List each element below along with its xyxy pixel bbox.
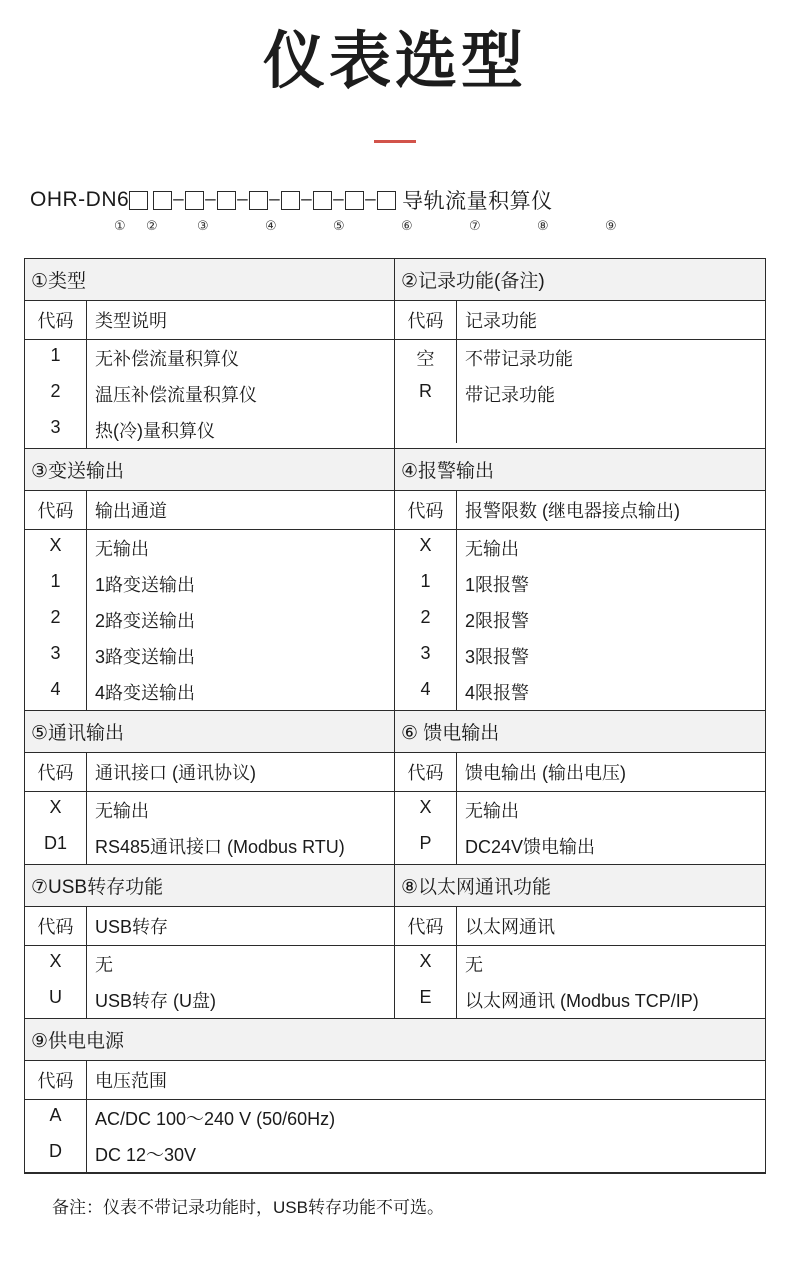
model-dash-4: – (269, 189, 281, 211)
column-header-desc: 电压范围 (95, 1071, 167, 1092)
row-desc: DC 12～30V (95, 1145, 197, 1166)
section-type (25, 259, 395, 448)
model-slot-8[interactable] (345, 191, 364, 210)
section-rows (25, 946, 394, 1018)
section-heading: ①类型 (25, 259, 394, 301)
footnote: 备注：仪表不带记录功能时，USB转存功能不可选。 (52, 1198, 444, 1218)
section-heading: ③变送输出 (25, 449, 394, 491)
table-row[interactable] (395, 602, 765, 638)
selection-table (24, 258, 766, 1174)
section-heading: ⑥ 馈电输出 (395, 711, 765, 753)
row-desc: 带记录功能 (465, 385, 555, 406)
row-desc: DC24V馈电输出 (465, 837, 596, 858)
row-code: 1 (25, 566, 87, 602)
model-dash-2: – (205, 189, 217, 211)
model-dash-7: – (365, 189, 377, 211)
row-desc: 1路变送输出 (95, 575, 196, 596)
column-header-code: 代码 (25, 301, 87, 339)
table-row[interactable] (395, 982, 765, 1018)
row-desc: RS485通讯接口 (Modbus RTU) (95, 837, 345, 858)
table-row[interactable] (25, 566, 394, 602)
table-row[interactable] (395, 946, 765, 982)
column-header-desc: 馈电输出 (输出电压) (465, 763, 626, 784)
table-band-2 (25, 449, 765, 711)
section-column-headers (25, 907, 394, 946)
row-desc: 1限报警 (465, 575, 530, 596)
row-code: 4 (395, 674, 457, 710)
section-heading: ⑧以太网通讯功能 (395, 865, 765, 907)
column-header-desc: USB转存 (95, 917, 169, 938)
model-prefix: OHR-DN6 (30, 188, 130, 212)
section-column-headers (395, 907, 765, 946)
row-code: X (395, 530, 457, 566)
section-rows (395, 946, 765, 1018)
page-title-text: 仪表选型 (262, 27, 527, 96)
row-desc: 3路变送输出 (95, 647, 196, 668)
row-code: 空 (395, 340, 457, 376)
row-code: X (395, 946, 457, 982)
table-row[interactable] (395, 530, 765, 566)
section-rows (395, 530, 765, 710)
section-transmit-output (25, 449, 395, 710)
row-desc: 无 (465, 955, 483, 976)
section-column-headers (25, 301, 394, 340)
marker-7: ⑦ (469, 218, 481, 234)
section-heading: ⑨供电电源 (25, 1019, 765, 1061)
section-heading: ②记录功能(备注) (395, 259, 765, 301)
section-rows (25, 530, 394, 710)
row-code: 3 (395, 638, 457, 674)
row-desc: 2限报警 (465, 611, 530, 632)
section-usb-transfer (25, 865, 395, 1018)
table-row[interactable] (25, 412, 394, 448)
column-header-code: 代码 (25, 753, 87, 791)
row-desc: 无输出 (465, 801, 519, 822)
section-rows (395, 340, 765, 443)
section-column-headers (395, 753, 765, 792)
marker-2: ② (146, 218, 158, 234)
table-row[interactable] (395, 674, 765, 710)
table-row[interactable] (25, 1136, 765, 1172)
column-header-code: 代码 (25, 491, 87, 529)
row-desc-empty (457, 412, 765, 443)
table-row[interactable] (25, 376, 394, 412)
section-column-headers (25, 1061, 765, 1100)
section-heading: ⑦USB转存功能 (25, 865, 394, 907)
model-dash-3: – (237, 189, 249, 211)
row-desc: 无输出 (95, 539, 149, 560)
table-row[interactable] (395, 340, 765, 376)
table-row[interactable] (25, 638, 394, 674)
section-communication-output (25, 711, 395, 864)
model-slot-1[interactable] (129, 191, 148, 210)
marker-3: ③ (197, 218, 209, 234)
section-column-headers (395, 491, 765, 530)
row-code: U (25, 982, 87, 1018)
table-band-3 (25, 711, 765, 865)
table-row[interactable] (25, 602, 394, 638)
section-heading: ⑤通讯输出 (25, 711, 394, 753)
model-slot-3[interactable] (185, 191, 204, 210)
section-rows (25, 792, 394, 864)
row-code: X (395, 792, 457, 828)
row-desc: 4路变送输出 (95, 683, 196, 704)
page-title (0, 0, 790, 143)
model-dash-6: – (333, 189, 345, 211)
section-rows (25, 1100, 765, 1172)
model-slot-5[interactable] (249, 191, 268, 210)
model-code-line (30, 185, 553, 215)
row-code: 3 (25, 412, 87, 448)
row-code: E (395, 982, 457, 1018)
model-slot-markers (0, 218, 790, 240)
model-slot-7[interactable] (313, 191, 332, 210)
row-desc: 温压补偿流量积算仪 (95, 385, 257, 406)
column-header-desc: 报警限数 (继电器接点输出) (465, 501, 680, 522)
row-code: 4 (25, 674, 87, 710)
table-row[interactable] (25, 982, 394, 1018)
table-row[interactable] (25, 340, 394, 376)
row-code: D (25, 1136, 87, 1172)
model-slot-2[interactable] (153, 191, 172, 210)
model-dash-1: – (173, 189, 185, 211)
marker-4: ④ (265, 218, 277, 234)
model-suffix: 导轨流量积算仪 (402, 190, 553, 214)
table-row[interactable] (25, 828, 394, 864)
row-code: X (25, 530, 87, 566)
column-header-code: 代码 (395, 491, 457, 529)
table-row[interactable] (395, 792, 765, 828)
section-column-headers (25, 491, 394, 530)
marker-8: ⑧ (537, 218, 549, 234)
column-header-code: 代码 (395, 301, 457, 339)
model-code-row (0, 185, 790, 215)
column-header-desc: 记录功能 (465, 311, 537, 332)
marker-6: ⑥ (401, 218, 413, 234)
row-desc: AC/DC 100～240 V (50/60Hz) (95, 1109, 336, 1130)
row-code: A (25, 1100, 87, 1136)
row-code: X (25, 946, 87, 982)
section-column-headers (395, 301, 765, 340)
row-code: 3 (25, 638, 87, 674)
marker-9: ⑨ (605, 218, 617, 234)
table-band-5 (25, 1019, 765, 1173)
model-slot-4[interactable] (217, 191, 236, 210)
table-row[interactable] (395, 566, 765, 602)
marker-5: ⑤ (333, 218, 345, 234)
section-record-function (395, 259, 765, 448)
table-row[interactable] (25, 530, 394, 566)
row-code: X (25, 792, 87, 828)
table-row[interactable] (395, 376, 765, 412)
row-desc: 热(冷)量积算仪 (95, 421, 215, 442)
row-code: R (395, 376, 457, 412)
column-header-code: 代码 (25, 1061, 87, 1099)
section-alarm-output (395, 449, 765, 710)
column-header-desc: 通讯接口 (通讯协议) (95, 763, 256, 784)
model-slot-9[interactable] (377, 191, 396, 210)
row-desc: 无 (95, 955, 113, 976)
table-band-4 (25, 865, 765, 1019)
section-column-headers (25, 753, 394, 792)
table-row[interactable] (25, 792, 394, 828)
row-code: 2 (395, 602, 457, 638)
row-desc: 2路变送输出 (95, 611, 196, 632)
row-code: 2 (25, 376, 87, 412)
row-desc: 无补偿流量积算仪 (95, 349, 239, 370)
column-header-desc: 以太网通讯 (465, 917, 555, 938)
section-rows (395, 792, 765, 864)
row-code: D1 (25, 828, 87, 864)
row-code: 2 (25, 602, 87, 638)
row-desc: USB转存 (U盘) (95, 991, 216, 1012)
section-power-feed-output (395, 711, 765, 864)
row-code: 1 (25, 340, 87, 376)
section-power-supply (25, 1019, 765, 1172)
column-header-code: 代码 (395, 753, 457, 791)
row-desc: 4限报警 (465, 683, 530, 704)
title-divider (374, 140, 416, 143)
section-ethernet (395, 865, 765, 1018)
section-heading: ④报警输出 (395, 449, 765, 491)
model-dash-5: – (301, 189, 313, 211)
table-row[interactable] (25, 674, 394, 710)
row-code: P (395, 828, 457, 864)
column-header-desc: 输出通道 (95, 501, 167, 522)
column-header-code: 代码 (25, 907, 87, 945)
table-row[interactable] (395, 638, 765, 674)
section-rows (25, 340, 394, 448)
model-slot-6[interactable] (281, 191, 300, 210)
table-row[interactable] (25, 1100, 765, 1136)
row-desc: 无输出 (95, 801, 149, 822)
row-code: 1 (395, 566, 457, 602)
row-desc: 3限报警 (465, 647, 530, 668)
row-desc: 无输出 (465, 539, 519, 560)
table-row-filler (395, 412, 765, 443)
row-code-empty (395, 412, 457, 443)
table-band-1 (25, 259, 765, 449)
table-row[interactable] (25, 946, 394, 982)
column-header-desc: 类型说明 (95, 311, 167, 332)
marker-1: ① (114, 218, 126, 234)
column-header-code: 代码 (395, 907, 457, 945)
table-row[interactable] (395, 828, 765, 864)
row-desc: 以太网通讯 (Modbus TCP/IP) (465, 991, 699, 1012)
row-desc: 不带记录功能 (465, 349, 573, 370)
